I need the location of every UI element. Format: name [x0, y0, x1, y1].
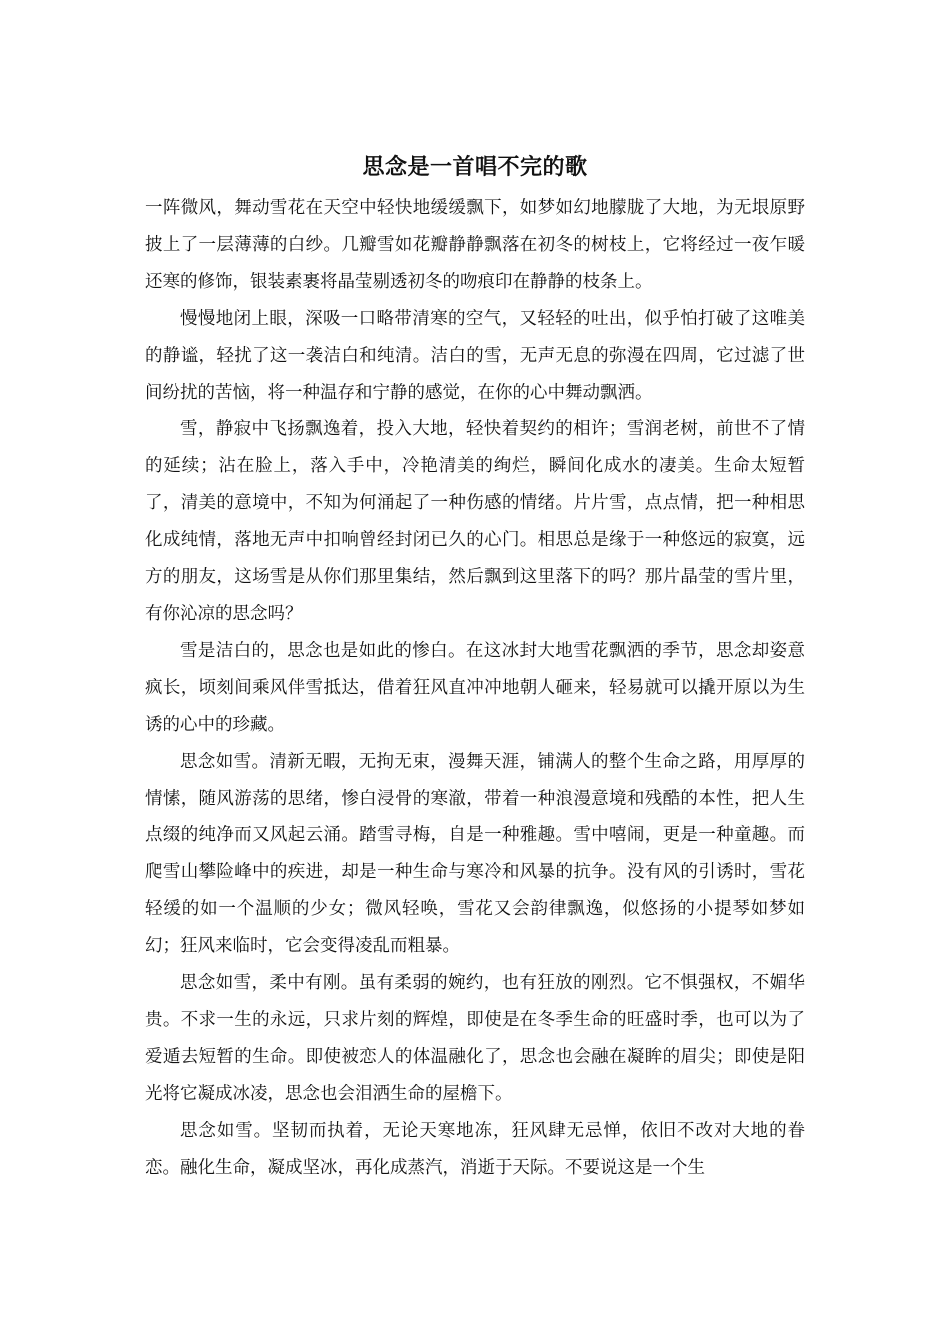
document-title: 思念是一首唱不完的歌 — [362, 155, 588, 180]
paragraph-4: 雪是洁白的，思念也是如此的惨白。在这冰封大地雪花飘洒的季节，思念却姿意疯长，顷刻间乘风伴雪抵达，借着狂风直冲冲地朝人砸来，轻易就可以撬开原以为生诱的心中的珍藏。 — [145, 640, 805, 735]
paragraph-5: 思念如雪。清新无暇，无拘无束，漫舞天涯，铺满人的整个生命之路，用厚厚的情愫，随风游荡的思绪，惨白浸骨的寒澈，带着一种浪漫意境和残酷的本性，把人生点缀的纯净而又风起云涌。踏雪寻梅，自是一种雅趣。雪中嘻闹，更是一种童趣。而爬雪山攀险峰中的疾进，却是一种生命与寒冷和风暴的抗争。没有风的引诱时，雪花轻缓的如一个温顺的少女；微风轻唤，雪花又会韵律飘逸，似悠扬的小提琴如梦如幻；狂风来临时，它会变得凌乱而粗暴。 — [145, 751, 805, 957]
paragraph-2: 慢慢地闭上眼，深吸一口略带清寒的空气，又轻轻的吐出，似乎怕打破了这唯美的静谧，轻扰了这一袭洁白和纯清。洁白的雪，无声无息的弥漫在四周，它过滤了世间纷扰的苦恼，将一种温存和宁静的感觉，在你的心中舞动飘洒。 — [145, 308, 805, 403]
paragraph-6: 思念如雪，柔中有刚。虽有柔弱的婉约，也有狂放的刚烈。它不惧强权，不媚华贵。不求一生的永远，只求片刻的辉煌，即使是在冬季生命的旺盛时季，也可以为了爱遁去短暂的生命。即使被恋人的体温融化了，思念也会融在凝眸的眉尖；即使是阳光将它凝成冰凌，思念也会泪洒生命的屋檐下。 — [145, 973, 805, 1104]
paragraph-3: 雪，静寂中飞扬飘逸着，投入大地，轻快着契约的相许；雪润老树，前世不了情的延续；沾在脸上，落入手中，冷艳清美的绚烂，瞬间化成水的凄美。生命太短暂了，清美的意境中，不知为何涌起了一种伤感的情绪。片片雪，点点情，把一种相思化成纯情，落地无声中扣响曾经封闭已久的心门。相思总是缘于一种悠远的寂寞，远方的朋友，这场雪是从你们那里集结，然后飘到这里落下的吗？那片晶莹的雪片里，有你沁凉的思念吗？ — [145, 419, 805, 624]
document-page — [145, 146, 805, 1186]
paragraph-1: 一阵微风，舞动雪花在天空中轻快地缓缓飘下，如梦如幻地朦胧了大地，为无垠原野披上了一层薄薄的白纱。几瓣雪如花瓣静静飘落在初冬的树枝上，它将经过一夜乍暖还寒的修饰，银装素裹将晶莹剔透初冬的吻痕印在静静的枝条上。 — [145, 198, 805, 292]
paragraph-7: 思念如雪。坚韧而执着，无论天寒地冻，狂风肆无忌惮，依旧不改对大地的眷恋。融化生命，凝成坚冰，再化成蒸汽，消逝于天际。不要说这是一个生 — [145, 1120, 805, 1178]
